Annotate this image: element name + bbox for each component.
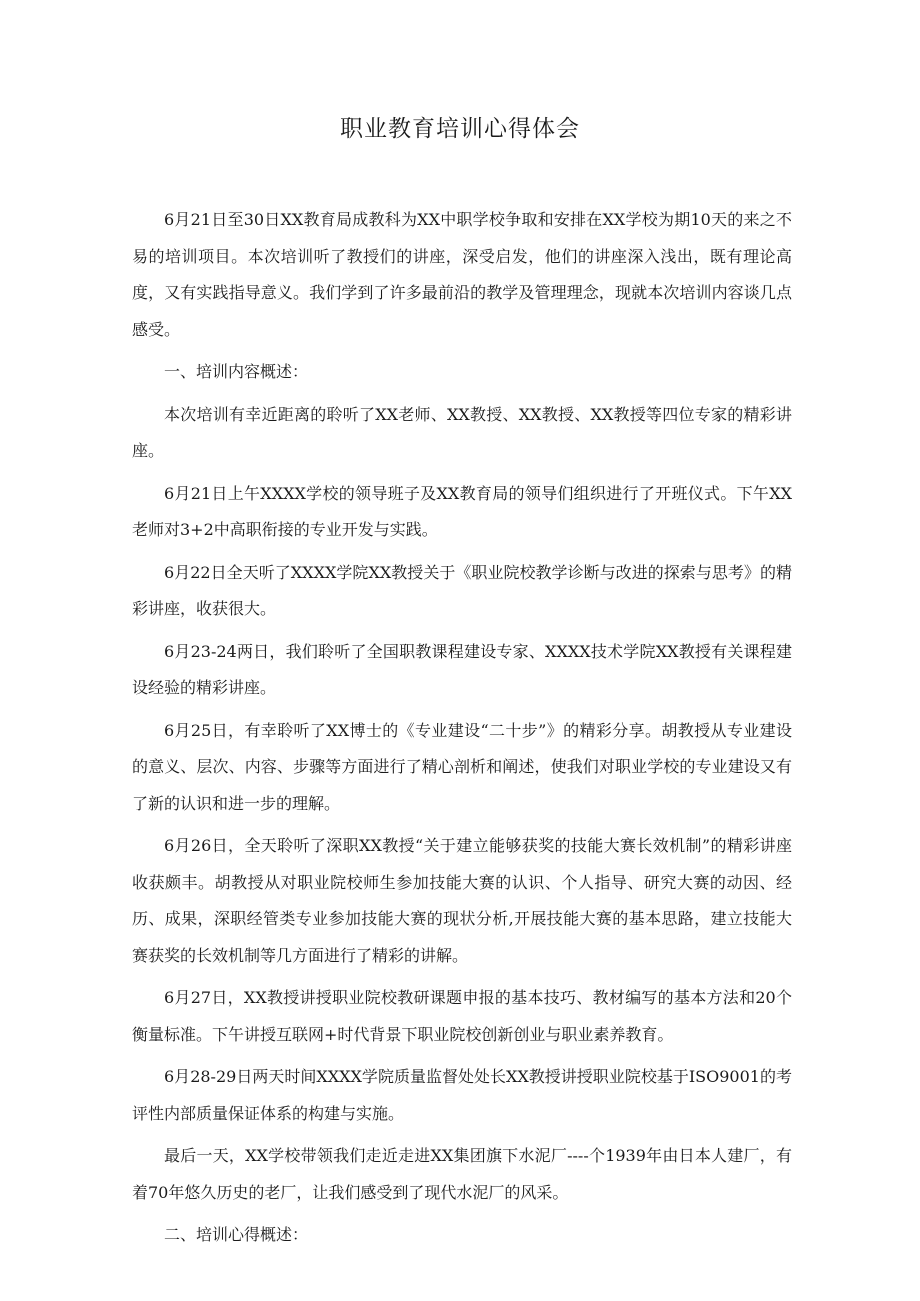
paragraph-june-28-29: 6月28-29日两天时间XXXX学院质量监督处处长XX教授讲授职业院校基于ISO9001的考评性内部质量保证体系的构建与实施。 xyxy=(132,1067,792,1123)
paragraph-june-21: 6月21日上午XXXX学校的领导班子及XX教育局的领导们组织进行了开班仪式。下午XX老师对3+2中高职衔接的专业开发与实践。 xyxy=(132,483,792,539)
paragraph-june-23-24: 6月23-24两日，我们聆听了全国职教课程建设专家、XXXX技术学院XX教授有关课程建设经验的精彩讲座。 xyxy=(132,641,792,697)
paragraph-june-22: 6月22日全天听了XXXX学院XX教授关于《职业院校教学诊断与改进的探索与思考》的精彩讲座，收获很大。 xyxy=(132,562,792,618)
page-title: 职业教育培训心得体会 xyxy=(340,116,580,142)
paragraph-overview: 本次培训有幸近距离的聆听了XX老师、XX教授、XX教授、XX教授等四位专家的精彩讲座。 xyxy=(132,404,792,460)
paragraph-june-26: 6月26日，全天聆听了深职XX教授“关于建立能够获奖的技能大赛长效机制”的精彩讲座收获颇丰。胡教授从对职业院校师生参加技能大赛的认识、个人指导、研究大赛的动因、经历、成果，深职经管类专业参加技能大赛的现状分析,开展技能大赛的基本思路，建立技能大赛获奖的长效机制等几方面进行了精彩的讲解。 xyxy=(132,836,792,965)
paragraph-june-27: 6月27日，XX教授讲授职业院校教研课题申报的基本技巧、教材编写的基本方法和20个衡量标准。下午讲授互联网+时代背景下职业院校创新创业与职业素养教育。 xyxy=(132,988,792,1044)
document-body xyxy=(132,202,792,1254)
section-heading-1: 一、培训内容概述： xyxy=(164,362,309,381)
paragraph-intro: 6月21日至30日XX教育局成教科为XX中职学校争取和安排在XX学校为期10天的来之不易的培训项目。本次培训听了教授们的讲座，深受启发，他们的讲座深入浅出，既有理论高度，又有实践指导意义。我们学到了许多最前沿的教学及管理理念，现就本次培训内容谈几点感受。 xyxy=(132,210,792,339)
paragraph-june-25: 6月25日，有幸聆听了XX博士的《专业建设“二十步”》的精彩分享。胡教授从专业建设的意义、层次、内容、步骤等方面进行了精心剖析和阐述，使我们对职业学校的专业建设又有了新的认识和进一步的理解。 xyxy=(132,720,792,813)
paragraph-last-day: 最后一天，XX学校带领我们走近走进XX集团旗下水泥厂----个1939年由日本人建厂，有着70年悠久历史的老厂，让我们感受到了现代水泥厂的风采。 xyxy=(132,1146,792,1202)
section-heading-2: 二、培训心得概述： xyxy=(164,1225,309,1244)
